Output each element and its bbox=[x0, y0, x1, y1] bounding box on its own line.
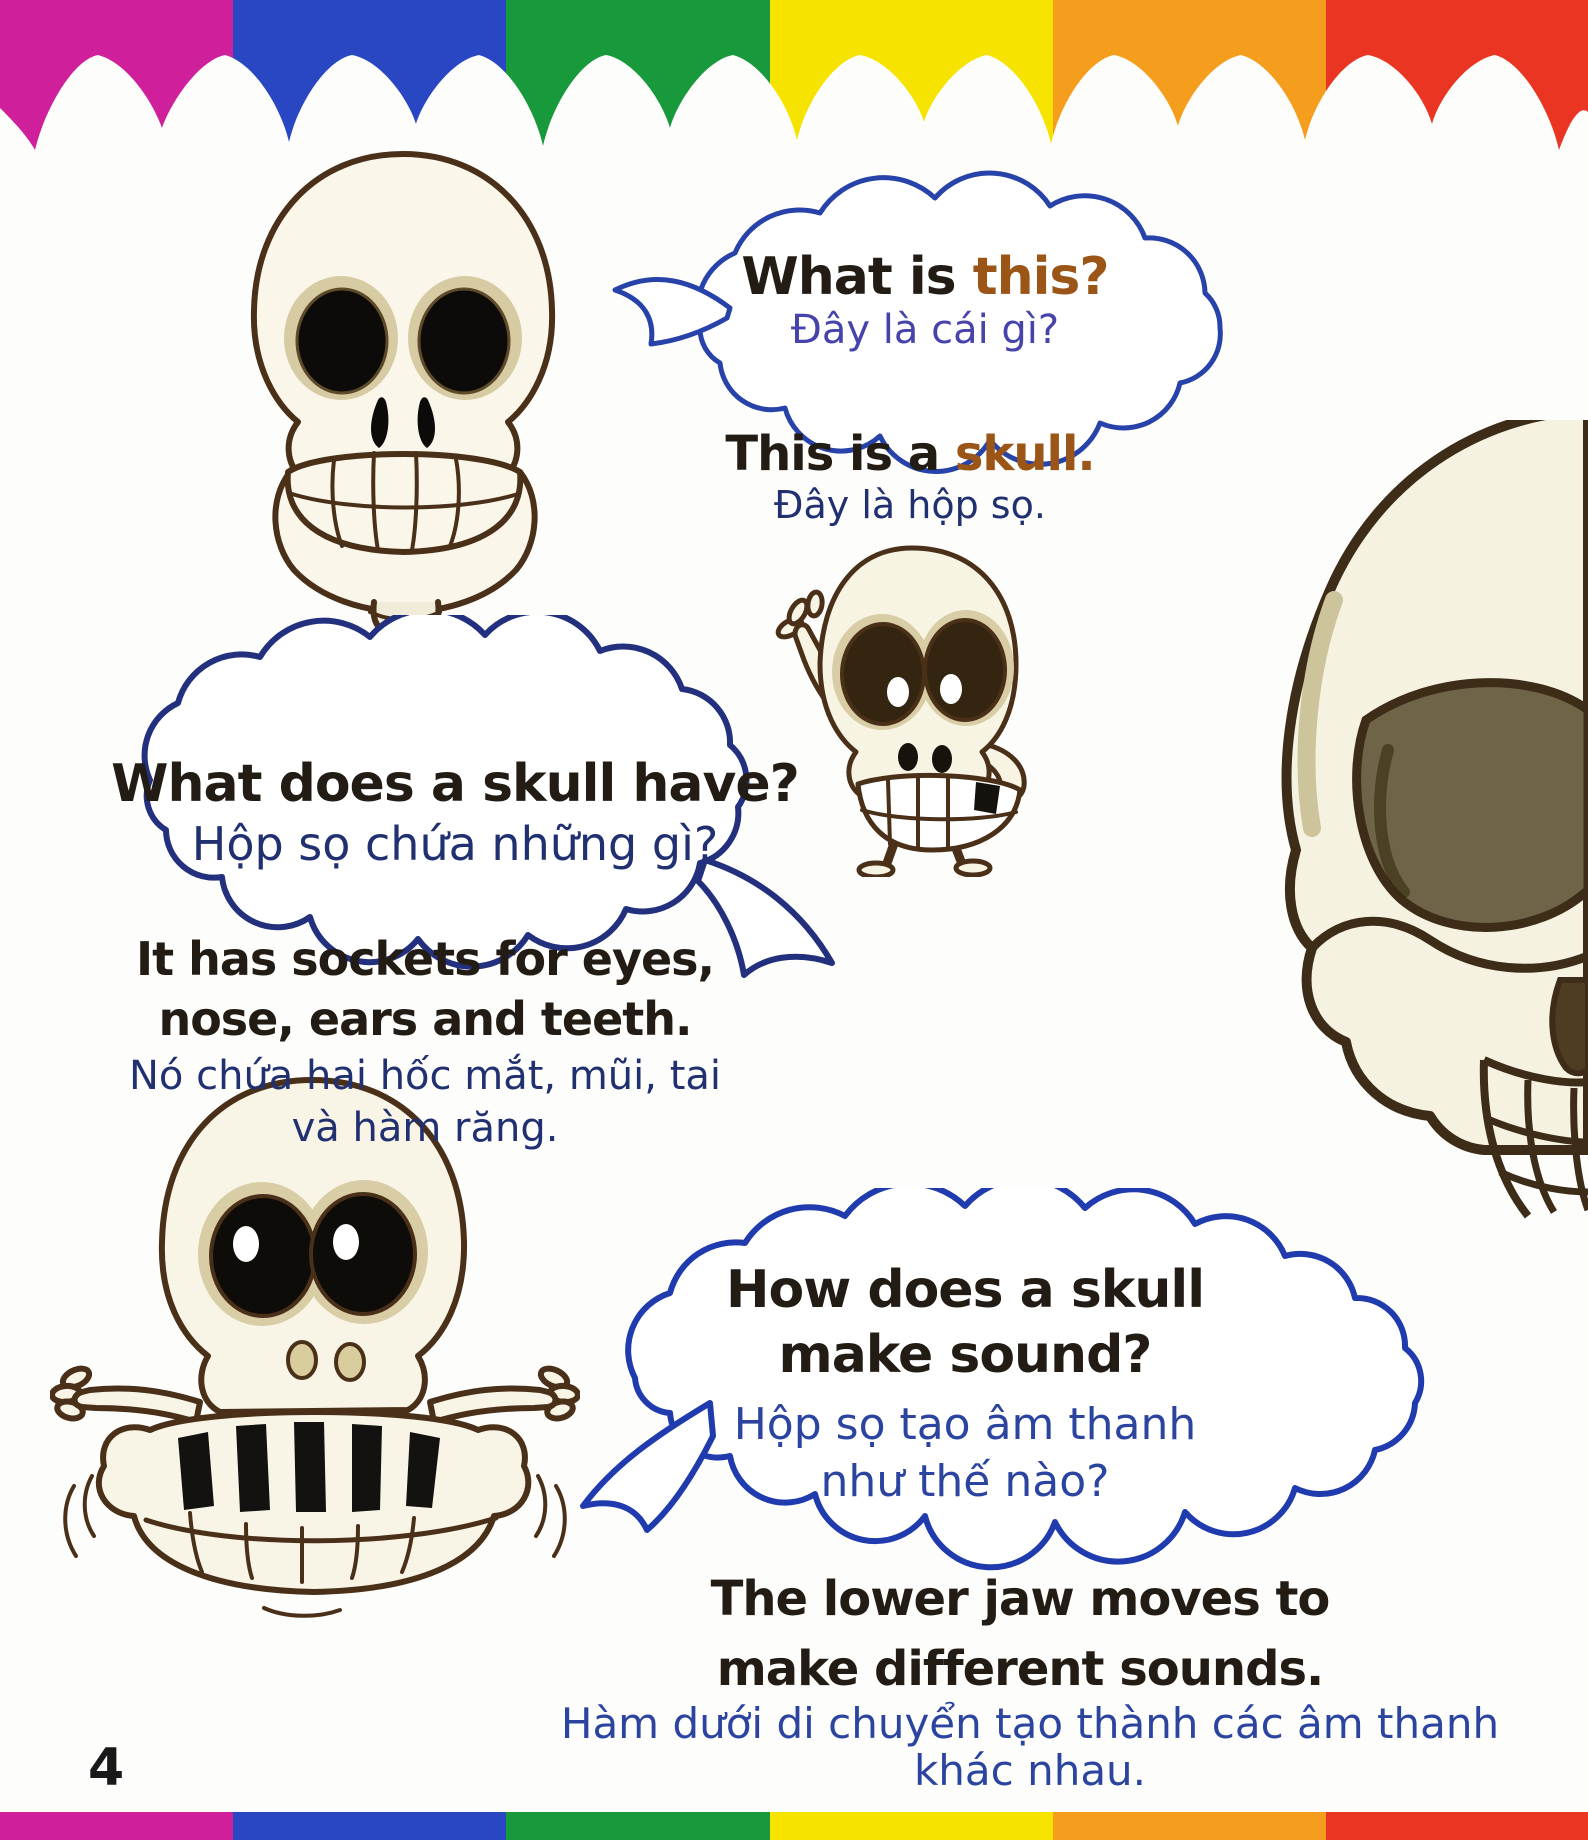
q2-answer-vi-line1: Nó chứa hai hốc mắt, mũi, tai bbox=[128, 1052, 721, 1099]
q2-answer-en-line2: nose, ears and teeth. bbox=[158, 991, 692, 1046]
page-number: 4 bbox=[88, 1738, 125, 1798]
strip-green bbox=[506, 1812, 770, 1840]
strip-red bbox=[1326, 1812, 1588, 1840]
q3-answer-vi-line: Hàm dưới di chuyển tạo thành các âm thanh khác nhau. bbox=[560, 1699, 1500, 1796]
qa3-question bbox=[615, 1258, 1315, 1510]
q1-answer-en: This is a skull. bbox=[725, 426, 1095, 482]
q2-answer-en-line1: It has sockets for eyes, bbox=[135, 932, 715, 986]
q3-question-vi-line2: như thế nào? bbox=[820, 1456, 1110, 1508]
q3-question-en-line2: make sound? bbox=[778, 1325, 1152, 1385]
q1-answer-accent-word: skull. bbox=[954, 426, 1095, 482]
qa3-answer-vi bbox=[530, 1700, 1530, 1794]
qa1-answer bbox=[640, 428, 1180, 526]
q3-answer-en-line1: The lower jaw moves to bbox=[710, 1571, 1330, 1627]
strip-blue bbox=[233, 1812, 506, 1840]
q2-question-en: What does a skull have? bbox=[111, 754, 799, 814]
q3-question-vi-line1: Hộp sọ tạo âm thanh bbox=[733, 1399, 1197, 1450]
strip-yellow bbox=[770, 1812, 1053, 1840]
qa1-question bbox=[645, 248, 1205, 353]
q2-answer-vi-line2: và hàm răng. bbox=[291, 1104, 559, 1151]
q1-question-vi: Đây là cái gì? bbox=[790, 307, 1060, 354]
big-skull-side-illustration bbox=[1238, 420, 1588, 1280]
strip-magenta bbox=[0, 1812, 233, 1840]
q1-question-en: What is this? bbox=[741, 247, 1109, 307]
q3-answer-en-line2: make different sounds. bbox=[716, 1640, 1324, 1697]
q1-answer-vi: Đây là hộp sọ. bbox=[774, 482, 1046, 527]
q2-question-vi: Hộp sọ chứa những gì? bbox=[191, 817, 719, 872]
skull-front-illustration bbox=[228, 142, 578, 647]
skull-character-waving bbox=[770, 532, 1055, 877]
q1-accent-word: this? bbox=[972, 247, 1109, 307]
qa3-answer-en bbox=[600, 1565, 1440, 1704]
q3-question-en-line1: How does a skull bbox=[725, 1260, 1205, 1320]
strip-orange bbox=[1053, 1812, 1326, 1840]
bottom-border-strip bbox=[0, 1812, 1588, 1840]
qa2-question bbox=[105, 755, 805, 871]
qa2-answer bbox=[110, 930, 740, 1154]
